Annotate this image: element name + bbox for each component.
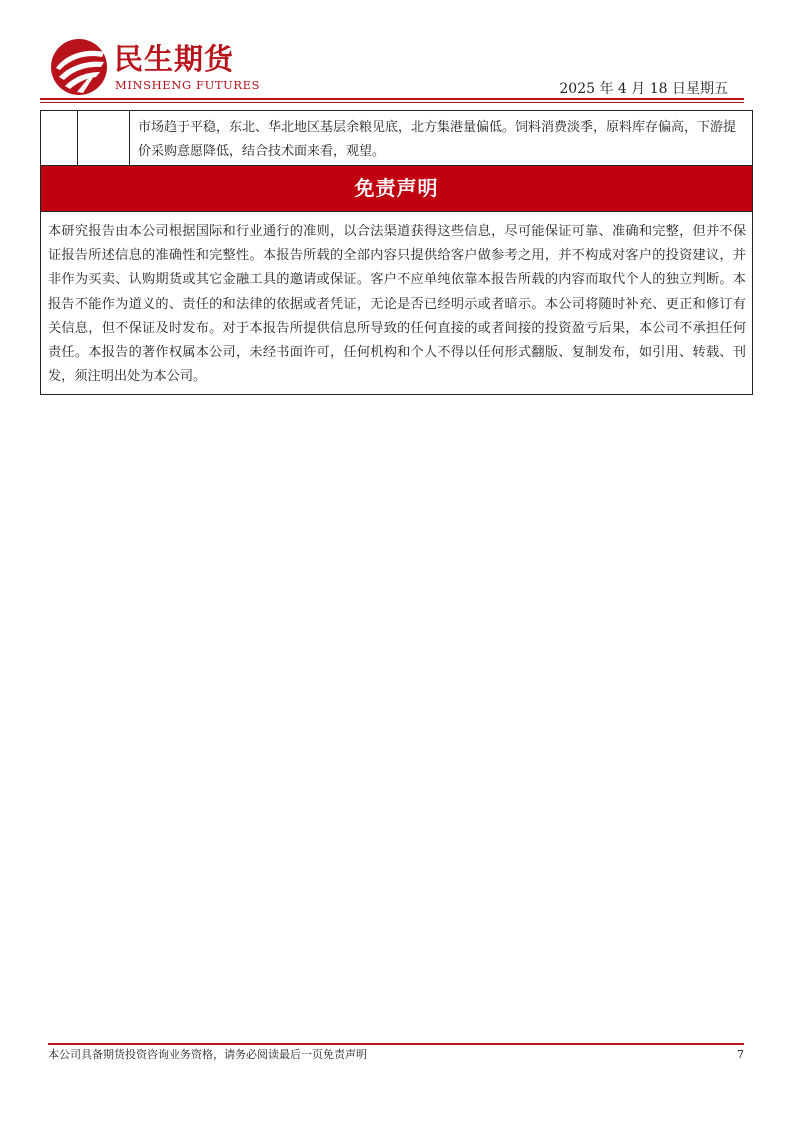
- report-date: 2025 年 4 月 18 日星期五: [559, 81, 728, 97]
- logo-english-name: MINSHENG FUTURES: [115, 78, 261, 92]
- table-cell-empty: [78, 111, 130, 165]
- minsheng-logo-icon: [50, 38, 108, 96]
- footer-notice: 本公司具备期货投资咨询业务资格，请务必阅读最后一页免责声明: [48, 1048, 367, 1061]
- footer-rule: [48, 1043, 744, 1045]
- continued-table-row: [40, 110, 753, 166]
- header-rule-thin: [40, 102, 744, 103]
- logo-chinese-name: 民生期货: [114, 42, 235, 76]
- disclaimer-body: 本研究报告由本公司根据国际和行业通行的准则，以合法渠道获得这些信息，尽可能保证可靠、准确和完整，但并不保证报告所述信息的准确性和完整性。本报告所载的全部内容只提供给客户做参考之用，并不构成对客户的投资建议，并非作为买卖、认购期货或其它金融工具的邀请或保证。客户不应单纯依靠本报告所载的内容而取代个人的独立判断。本报告不能作为道义的、责任的和法律的依据或者凭证，无论是否已经明示或者暗示。本公司将随时补充、更正和修订有关信息，但不保证及时发布。对于本报告所提供信息所导致的任何直接的或者间接的投资盈亏后果，本公司不承担任何责任。本报告的著作权属本公司，未经书面许可，任何机构和个人不得以任何形式翻版、复制发布，如引用、转载、刊发，须注明出处为本公司。: [40, 211, 753, 395]
- header-rule: [40, 98, 744, 100]
- page-number: 7: [737, 1048, 744, 1061]
- table-cell-analysis: 市场趋于平稳，东北、华北地区基层余粮见底，北方集港量偏低。饲料消费淡季，原料库存偏高，下游提价采购意愿降低，结合技术面来看，观望。: [138, 120, 737, 159]
- page-header: [40, 34, 744, 102]
- table-cell-empty: [41, 111, 78, 165]
- disclaimer-title: 免责声明: [40, 166, 753, 211]
